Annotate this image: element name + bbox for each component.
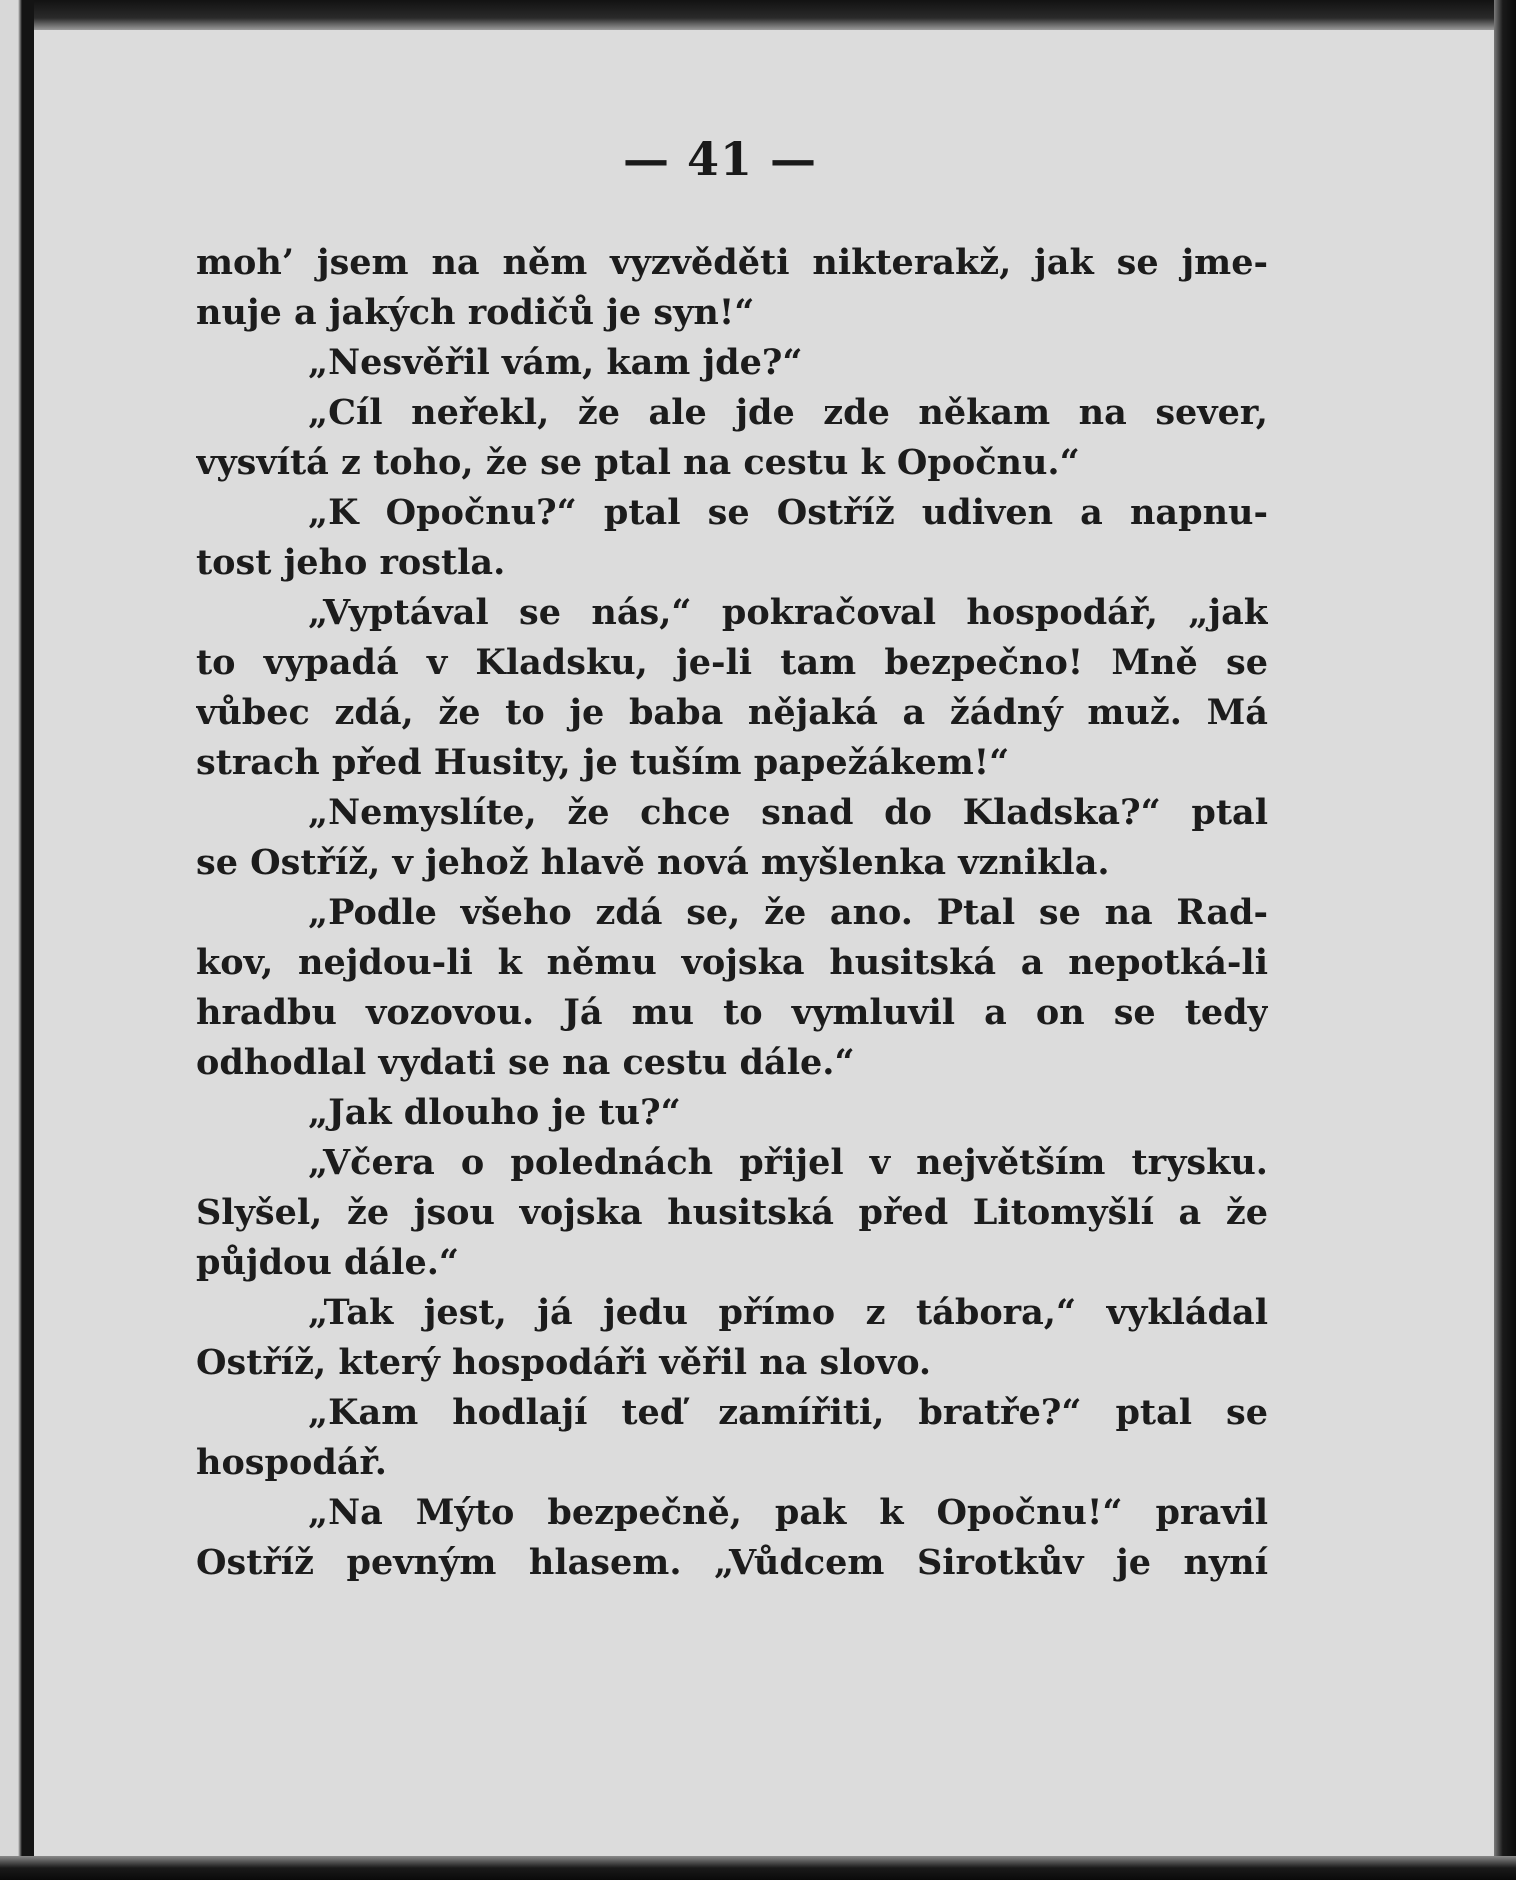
text-line: „Cíl neřekl, že ale jde zde někam na sever, xyxy=(308,392,1268,433)
text-line: Ostříž, který hospodáři věřil na slovo. xyxy=(196,1342,932,1383)
text-line: „Na Mýto bezpečně, pak k Opočnu!“ pravil xyxy=(308,1492,1268,1533)
text-line: odhodlal vydati se na cestu dále.“ xyxy=(196,1042,855,1083)
text-line: hradbu vozovou. Já mu to vymluvil a on se tedy xyxy=(196,992,1268,1033)
text-line: strach před Husity, je tuším papežákem!“ xyxy=(196,742,1010,783)
text-line: „Nesvěřil vám, kam jde?“ xyxy=(308,342,803,383)
text-line: „Jak dlouho je tu?“ xyxy=(308,1092,681,1133)
text-line: Slyšel, že jsou vojska husitská před Litomyšlí a že xyxy=(196,1192,1268,1233)
scan-border-right xyxy=(1494,0,1516,1880)
text-line: „Kam hodlají teď zamířiti, bratře?“ ptal se xyxy=(308,1392,1268,1433)
text-line: „K Opočnu?“ ptal se Ostříž udiven a napnu- xyxy=(308,492,1268,533)
text-line: „Vyptával se nás,“ pokračoval hospodář, „jak xyxy=(308,592,1268,633)
body-text xyxy=(196,238,1268,1588)
text-line: „Nemyslíte, že chce snad do Kladska?“ ptal xyxy=(308,792,1268,833)
text-line: tost jeho rostla. xyxy=(196,542,506,583)
page-number: — 41 — xyxy=(622,132,818,186)
text-line: nuje a jakých rodičů je syn!“ xyxy=(196,292,755,333)
text-line: vůbec zdá, že to je baba nějaká a žádný muž. Má xyxy=(196,692,1268,733)
text-line: „Tak jest, já jedu přímo z tábora,“ vykládal xyxy=(308,1292,1268,1333)
scan-border-left xyxy=(0,0,34,1880)
text-line: „Včera o polednách přijel v největším trysku. xyxy=(308,1142,1268,1183)
scan-border-bottom xyxy=(0,1856,1516,1880)
text-line: to vypadá v Kladsku, je-li tam bezpečno! Mně se xyxy=(196,642,1268,683)
text-line: „Podle všeho zdá se, že ano. Ptal se na Rad- xyxy=(308,892,1268,933)
text-line: hospodář. xyxy=(196,1442,387,1483)
text-line: se Ostříž, v jehož hlavě nová myšlenka vznikla. xyxy=(196,842,1110,883)
text-line: kov, nejdou-li k němu vojska husitská a nepotká-li xyxy=(196,942,1268,983)
text-line: půjdou dále.“ xyxy=(196,1242,460,1283)
scan-border-top xyxy=(0,0,1516,30)
text-line: Ostříž pevným hlasem. „Vůdcem Sirotkův je nyní xyxy=(196,1542,1268,1583)
text-line: vysvítá z toho, že se ptal na cestu k Opočnu.“ xyxy=(196,442,1080,483)
text-line: moh’ jsem na něm vyzvěděti nikterakž, jak se jme- xyxy=(196,242,1268,283)
